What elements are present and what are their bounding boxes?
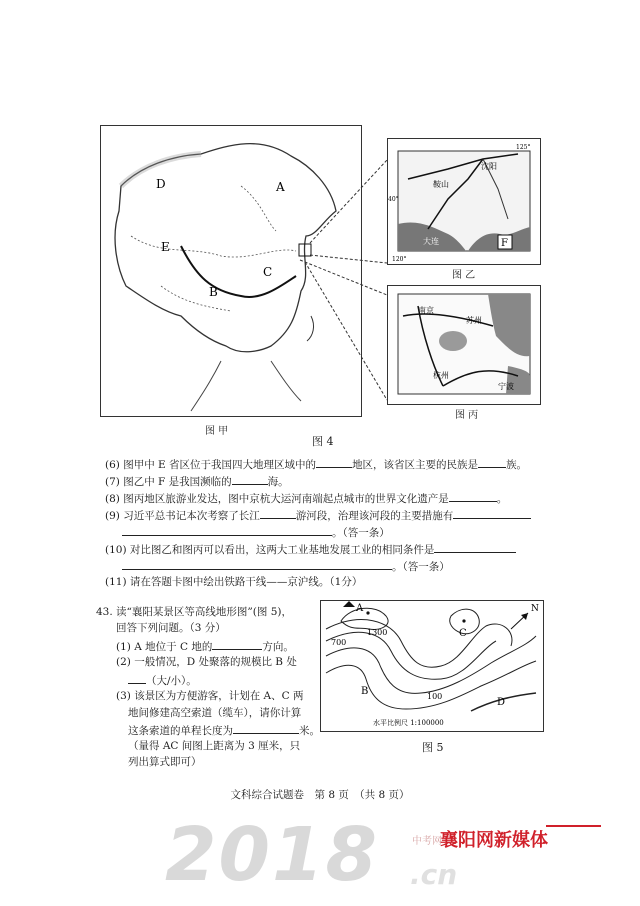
region-c-label: C <box>263 265 273 279</box>
q7-text-b: 海。 <box>267 476 289 488</box>
point-d-label: D <box>497 697 506 708</box>
inset-b-city2: 苏州 <box>466 316 482 325</box>
q6-text-c: 族。 <box>506 459 528 471</box>
question-8 <box>105 490 507 506</box>
question-43-3f: 列出算式即可） <box>128 756 202 768</box>
point-c-label: C <box>459 628 467 639</box>
watermark-2018: 2018 <box>165 812 379 898</box>
q43-3-text-d: 米。 <box>299 725 320 737</box>
question-43-2-cont <box>128 672 197 688</box>
question-7 <box>105 473 289 489</box>
q43-3-blank[interactable] <box>233 722 299 734</box>
watermark-cn: .cn <box>410 858 458 891</box>
question-43-3b: 地间修建高空索道（缆车），请你计算 <box>128 707 302 719</box>
q43-1-text-b: 方向。 <box>262 641 294 653</box>
inset-b-city1: 南京 <box>418 306 434 315</box>
question-6 <box>105 456 527 472</box>
q43-2-blank[interactable] <box>128 672 146 684</box>
inset-map-a <box>387 138 541 265</box>
contour-map-drawing <box>321 601 543 731</box>
q8-end: 。 <box>496 493 508 505</box>
contour-map <box>320 600 544 732</box>
q6-text-b: 地区，该省区主要的民族是 <box>352 459 479 471</box>
brand-logo: 襄阳网新媒体 <box>440 830 548 851</box>
inset-a-caption: 图 乙 <box>452 270 476 281</box>
q9-blank-1[interactable] <box>260 507 296 519</box>
point-b-label: B <box>361 686 369 697</box>
q43-3-text-c: 这条索道的单程长度为 <box>128 725 233 737</box>
contour-700-label: 700 <box>331 638 347 647</box>
question-10 <box>105 541 516 557</box>
q43-2-text-b: （大/小）。 <box>146 675 197 687</box>
inset-map-b <box>387 285 541 405</box>
question-43-sub: 回答下列问题。（3 分） <box>116 622 226 634</box>
question-43-3e: （量得 AC 间图上距离为 3 厘米，只 <box>128 740 301 752</box>
question-43-head: 43. 读“襄阳某景区等高线地形图”(图 5)， <box>96 606 292 618</box>
question-11 <box>105 575 362 589</box>
north-arrow-label: N <box>531 604 539 614</box>
figure4-main-caption: 图 甲 <box>205 426 229 437</box>
page-footer: 文科综合试题卷 第 8 页 （共 8 页） <box>230 789 410 801</box>
scale-label: 水平比例尺 1:100000 <box>373 719 444 727</box>
inset-b-city4: 宁波 <box>498 382 514 391</box>
q6-text-a: (6) 图甲中 E 省区位于我国四大地理区域中的 <box>105 459 317 471</box>
q8-blank[interactable] <box>449 490 497 502</box>
region-b-label: B <box>209 285 218 299</box>
figure4-title: 图 4 <box>312 435 334 448</box>
inset-a-letter-f: F <box>501 238 508 249</box>
figure5-title: 图 5 <box>422 741 444 754</box>
inset-b-caption: 图 丙 <box>455 410 479 421</box>
question-9-cont <box>122 524 390 540</box>
brand-logo-bar <box>546 825 601 827</box>
q10-text-a: (10) 对比图乙和图丙可以看出，这两大工业基地发展工业的相同条件是 <box>105 544 435 556</box>
question-43-2: (2) 一般情况，D 处聚落的规模比 B 处 <box>116 656 297 668</box>
q9-text-c: 。（答一条） <box>332 527 390 539</box>
inset-a-lon2: 120° <box>392 256 407 263</box>
watermark-site-small: 中考网 <box>412 836 442 847</box>
inset-a-city3: 大连 <box>423 237 439 246</box>
q7-blank[interactable] <box>232 473 268 485</box>
inset-a-lon1: 125° <box>516 144 531 151</box>
contour-1300-label: 1300 <box>367 628 388 637</box>
q9-blank-3[interactable] <box>122 524 332 536</box>
region-a-label: A <box>276 180 285 194</box>
inset-b-city3: 杭州 <box>433 371 449 380</box>
question-10-cont <box>122 558 450 574</box>
q6-blank-1[interactable] <box>316 456 352 468</box>
q11-text: (11) 请在答题卡图中绘出铁路干线——京沪线。（1分） <box>105 576 363 588</box>
inset-a-city1: 沈阳 <box>481 162 497 171</box>
q7-text-a: (7) 图乙中 F 是我国濒临的 <box>105 476 232 488</box>
q8-text: (8) 图丙地区旅游业发达，图中京杭大运河南端起点城市的世界文化遗产是 <box>105 493 449 505</box>
question-9 <box>105 507 531 523</box>
q9-text-b: 游河段，治理该河段的主要措施有 <box>295 510 454 522</box>
region-d-label: D <box>156 177 166 191</box>
q10-text-b: 。（答一条） <box>392 561 450 573</box>
inset-map-b-drawing <box>388 286 540 404</box>
contour-100-label: 100 <box>427 692 443 701</box>
q9-text-a: (9) 习近平总书记本次考察了长江 <box>105 510 260 522</box>
inset-map-a-drawing <box>388 139 540 264</box>
q10-blank-2[interactable] <box>122 558 392 570</box>
q9-blank-2[interactable] <box>453 507 531 519</box>
q43-1-blank[interactable] <box>212 638 262 650</box>
question-43-3c <box>128 722 320 738</box>
question-43-1 <box>116 638 294 654</box>
region-e-label: E <box>161 240 170 254</box>
q43-1-text-a: (1) A 地位于 C 地的 <box>116 641 213 653</box>
q10-blank-1[interactable] <box>434 541 516 553</box>
point-a-label: A <box>356 603 364 614</box>
inset-a-city2: 鞍山 <box>433 180 449 189</box>
q6-blank-2[interactable] <box>478 456 506 468</box>
question-43-3a: (3) 该景区为方便游客，计划在 A、C 两 <box>116 690 304 702</box>
inset-a-lat: 40° <box>388 196 399 203</box>
